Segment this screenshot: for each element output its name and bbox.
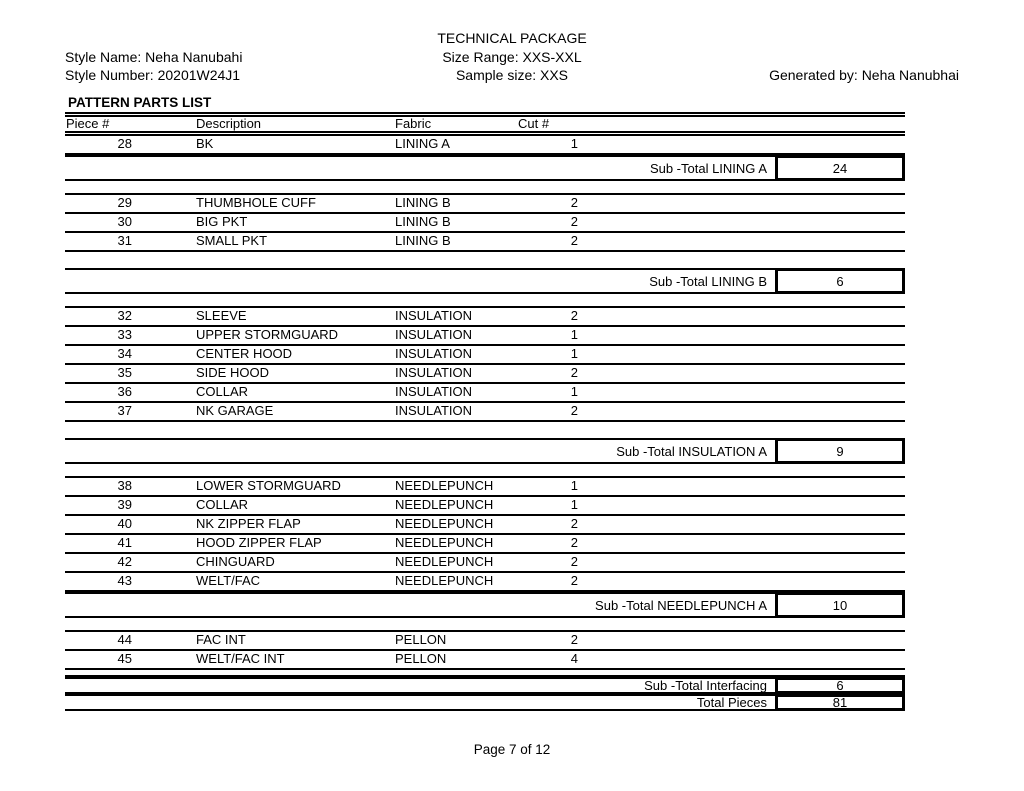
subtotal-value: 81 — [832, 695, 848, 710]
cell-description: BIG PKT — [196, 214, 248, 229]
table-header-row — [65, 117, 905, 136]
cell-fabric: NEEDLEPUNCH — [395, 573, 494, 588]
subtotal-value: 24 — [832, 160, 848, 176]
cell-piece-number: 43 — [117, 573, 132, 588]
cell-fabric: INSULATION — [395, 346, 473, 361]
cell-description: COLLAR — [196, 384, 249, 399]
document-title: TECHNICAL PACKAGE — [437, 30, 587, 46]
cell-cut-number: 2 — [570, 233, 578, 248]
table-row — [65, 516, 905, 535]
table-row — [65, 497, 905, 516]
cell-description: SIDE HOOD — [196, 365, 269, 380]
cell-fabric: NEEDLEPUNCH — [395, 497, 494, 512]
table-row — [65, 195, 905, 214]
cell-cut-number: 2 — [570, 516, 578, 531]
cell-cut-number: 2 — [570, 632, 578, 647]
table-row — [65, 632, 905, 651]
table-row — [65, 136, 905, 155]
subtotal-value: 10 — [832, 597, 848, 613]
pattern-parts-table — [65, 94, 905, 711]
subtotal-label: Total Pieces — [696, 695, 767, 710]
spacer-row — [65, 422, 905, 438]
cell-description: COLLAR — [196, 497, 249, 512]
cell-fabric: NEEDLEPUNCH — [395, 516, 494, 531]
subtotal-row — [65, 677, 905, 694]
cell-cut-number: 1 — [570, 497, 578, 512]
cell-piece-number: 31 — [117, 233, 132, 248]
subtotal-label: Sub -Total Interfacing — [644, 678, 767, 693]
cell-description: FAC INT — [196, 632, 246, 647]
subtotal-label: Sub -Total NEEDLEPUNCH A — [595, 597, 767, 613]
table-body — [65, 136, 905, 711]
cell-cut-number: 2 — [570, 535, 578, 550]
cell-piece-number: 28 — [117, 136, 132, 151]
spacer-row — [65, 294, 905, 308]
cell-piece-number: 38 — [117, 478, 132, 493]
cell-description: WELT/FAC — [196, 573, 261, 588]
subtotal-value-box — [775, 268, 905, 294]
cell-piece-number: 40 — [117, 516, 132, 531]
spacer-row — [65, 670, 905, 677]
table-row — [65, 327, 905, 346]
column-header-description: Description — [196, 116, 262, 131]
cell-cut-number: 2 — [570, 573, 578, 588]
cell-fabric: LINING B — [395, 195, 451, 210]
sample-size: Sample size: XXS — [455, 67, 569, 83]
table-row — [65, 346, 905, 365]
subtotal-value-box — [775, 694, 905, 711]
cell-description: HOOD ZIPPER FLAP — [196, 535, 322, 550]
cell-piece-number: 32 — [117, 308, 132, 323]
cell-cut-number: 2 — [570, 308, 578, 323]
subtotal-value: 9 — [836, 443, 844, 459]
style-name: Style Name: Neha Nanubahi — [65, 49, 243, 65]
subtotal-value-box — [775, 155, 905, 181]
cell-fabric: INSULATION — [395, 365, 473, 380]
subtotal-row — [65, 268, 905, 294]
cell-cut-number: 2 — [570, 195, 578, 210]
cell-fabric: PELLON — [395, 632, 447, 647]
cell-fabric: PELLON — [395, 651, 447, 666]
generated-by: Generated by: Neha Nanubhai — [769, 67, 959, 83]
subtotal-row — [65, 155, 905, 181]
cell-description: UPPER STORMGUARD — [196, 327, 339, 342]
cell-description: NK ZIPPER FLAP — [196, 516, 301, 531]
cell-piece-number: 30 — [117, 214, 132, 229]
cell-fabric: LINING B — [395, 233, 451, 248]
cell-piece-number: 41 — [117, 535, 132, 550]
subtotal-value: 6 — [836, 273, 844, 289]
table-row — [65, 651, 905, 670]
cell-description: SLEEVE — [196, 308, 247, 323]
cell-description: BK — [196, 136, 214, 151]
cell-description: LOWER STORMGUARD — [196, 478, 341, 493]
table-row — [65, 535, 905, 554]
cell-fabric: NEEDLEPUNCH — [395, 554, 494, 569]
cell-cut-number: 2 — [570, 214, 578, 229]
section-title-row — [65, 94, 905, 117]
cell-piece-number: 33 — [117, 327, 132, 342]
cell-piece-number: 39 — [117, 497, 132, 512]
cell-fabric: LINING A — [395, 136, 450, 151]
spacer-row — [65, 252, 905, 268]
spacer-row — [65, 181, 905, 195]
subtotal-label: Sub -Total INSULATION A — [616, 443, 767, 459]
cell-fabric: INSULATION — [395, 403, 473, 418]
column-header-cut: Cut # — [518, 116, 550, 131]
subtotal-row — [65, 592, 905, 618]
cell-cut-number: 2 — [570, 403, 578, 418]
cell-description: CHINGUARD — [196, 554, 275, 569]
section-title: PATTERN PARTS LIST — [68, 95, 212, 110]
table-row — [65, 308, 905, 327]
cell-cut-number: 1 — [570, 384, 578, 399]
spacer-row — [65, 618, 905, 632]
cell-cut-number: 1 — [570, 327, 578, 342]
table-row — [65, 214, 905, 233]
subtotal-row — [65, 694, 905, 711]
cell-description: CENTER HOOD — [196, 346, 293, 361]
subtotal-label: Sub -Total LINING A — [649, 160, 767, 176]
table-row — [65, 233, 905, 252]
subtotal-row — [65, 438, 905, 464]
cell-piece-number: 29 — [117, 195, 132, 210]
subtotal-label: Sub -Total LINING B — [649, 273, 767, 289]
cell-piece-number: 36 — [117, 384, 132, 399]
cell-piece-number: 45 — [117, 651, 132, 666]
cell-fabric: INSULATION — [395, 327, 473, 342]
cell-description: WELT/FAC INT — [196, 651, 285, 666]
table-row — [65, 554, 905, 573]
cell-cut-number: 1 — [570, 478, 578, 493]
cell-piece-number: 34 — [117, 346, 132, 361]
size-range: Size Range: XXS-XXL — [442, 49, 582, 65]
cell-description: THUMBHOLE CUFF — [196, 195, 316, 210]
cell-piece-number: 37 — [117, 403, 132, 418]
subtotal-value-box — [775, 592, 905, 618]
subtotal-value-box — [775, 438, 905, 464]
cell-fabric: NEEDLEPUNCH — [395, 535, 494, 550]
column-header-piece: Piece # — [66, 116, 110, 131]
table-row — [65, 478, 905, 497]
cell-description: NK GARAGE — [196, 403, 274, 418]
table-row — [65, 384, 905, 403]
cell-cut-number: 2 — [570, 554, 578, 569]
cell-piece-number: 35 — [117, 365, 132, 380]
cell-cut-number: 4 — [570, 651, 578, 666]
cell-fabric: INSULATION — [395, 308, 473, 323]
table-row — [65, 365, 905, 384]
cell-fabric: INSULATION — [395, 384, 473, 399]
style-number: Style Number: 20201W24J1 — [65, 67, 241, 83]
cell-fabric: NEEDLEPUNCH — [395, 478, 494, 493]
table-row — [65, 573, 905, 592]
subtotal-value: 6 — [836, 678, 844, 693]
table-row — [65, 403, 905, 422]
spacer-row — [65, 464, 905, 478]
cell-piece-number: 42 — [117, 554, 132, 569]
column-header-fabric: Fabric — [395, 116, 432, 131]
cell-cut-number: 2 — [570, 365, 578, 380]
subtotal-value-box — [775, 677, 905, 694]
cell-description: SMALL PKT — [196, 233, 268, 248]
cell-cut-number: 1 — [570, 346, 578, 361]
page-number: Page 7 of 12 — [473, 742, 551, 757]
cell-cut-number: 1 — [570, 136, 578, 151]
cell-fabric: LINING B — [395, 214, 451, 229]
cell-piece-number: 44 — [117, 632, 132, 647]
